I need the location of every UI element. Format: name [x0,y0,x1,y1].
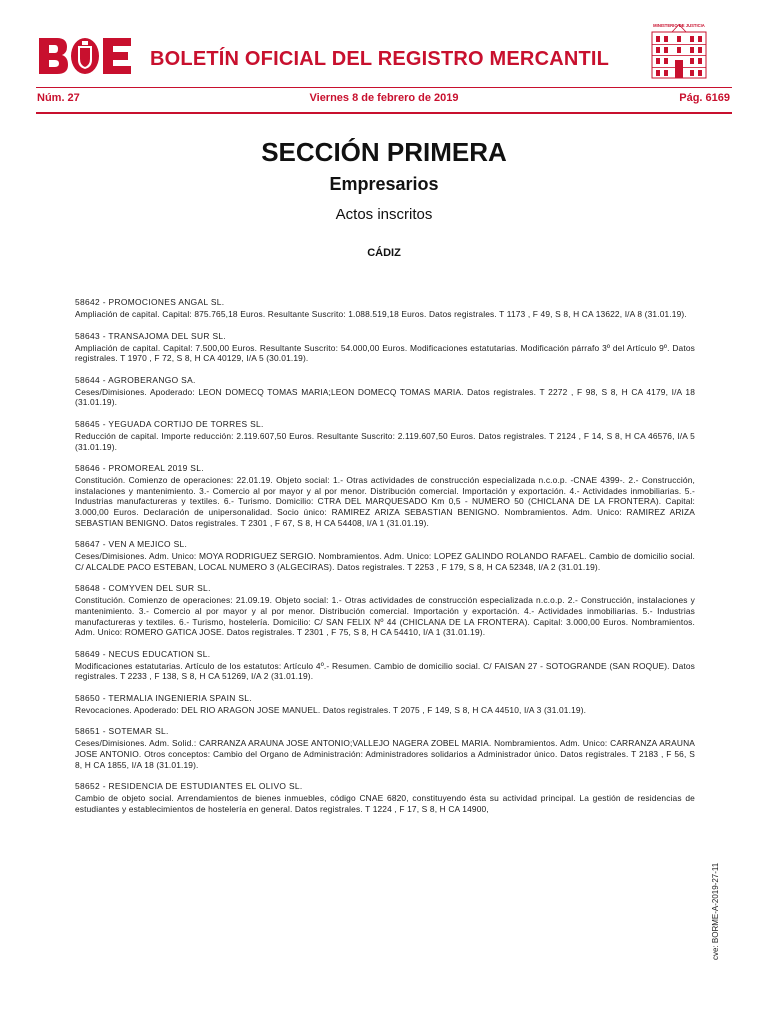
ministry-emblem-icon [648,20,710,80]
entries-list [75,297,695,825]
publication-title: BOLETÍN OFICIAL DEL REGISTRO MERCANTIL [150,48,610,70]
entry-body: Ceses/Dimisiones. Adm. Unico: MOYA RODRIGUEZ SERGIO. Nombramientos. Adm. Unico: LOPEZ GALINDO ROLANDO RAFAEL. Cambio de domicilio social. C/ ALCALDE PACO ESTEBAN, LOCAL NUMERO 3 (ALGECIRAS). Datos registrales. T 2253 , F 179, S 8, H CA 52348, I/A 2 (31.01.19). [75,551,695,572]
entry-heading: 58645 - YEGUADA CORTIJO DE TORRES SL. [75,418,264,429]
entry-heading: 58647 - VEN A MEJICO SL. [75,539,188,550]
list-item [75,297,695,320]
list-item [75,375,695,408]
issue-date: Viernes 8 de febrero de 2019 [309,92,459,104]
list-item [75,583,695,637]
entry-heading: 58650 - TERMALIA INGENIERIA SPAIN SL. [75,692,252,703]
entry-heading: 58642 - PROMOCIONES ANGAL SL. [75,297,225,307]
entry-heading: 58643 - TRANSAJOMA DEL SUR SL. [75,330,227,341]
entry-heading: 58644 - AGROBERANGO SA. [75,374,196,385]
boe-logo [37,36,133,76]
list-item [75,726,695,770]
list-item [75,331,695,364]
entry-body: Reducción de capital. Importe reducción: 2.119.607,50 Euros. Resultante Suscrito: 2.119.607,50 Euros. Datos registrales. T 2124 , F 14, S 8, H CA 46576, I/A 5 (31.01.19). [75,430,695,452]
entry-body: Ampliación de capital. Capital: 7.500,00 Euros. Resultante Suscrito: 54.000,00 Euros. Modificaciones estatutarias. Modificación párrafo 3º del Artículo 9º. Datos registrales. T 1970 , F 72, S 8, H CA 40129, I/A 5 (30.01.19). [75,342,695,364]
issue-number: Núm. 27 [37,92,80,104]
list-item [75,649,695,682]
entry-heading: 58646 - PROMOREAL 2019 SL. [75,463,204,474]
list-item [75,539,695,572]
list-item [75,463,695,528]
entry-heading: 58649 - NECUS EDUCATION SL. [75,648,211,659]
header-rule-top [36,87,732,88]
entry-body: Constitución. Comienzo de operaciones: 21.09.19. Objeto social: 1.- Otras actividades de construcción especializada n.c.o.p. 2.- Construcción, instalaciones y mantenimiento. 3.- Comercio al por mayor y al por menor. Distribución comercial. Importación y exportación. 4.- Actividades inmobiliarias. 5.- Industrias manufactureras y textiles. 6.- Turismo, hostelería. Domicilio: C/ SAN FELIX Nº 44 (CHICLANA DE LA FRONTERA). Capital: 3.000,00 Euros. Nombramientos. Adm. Unico: ROMERO GATICA JOSE. Datos registrales. T 2301 , F 75, S 8, H CA 54410, I/A 1 (31.01.19). [75,595,695,638]
page-number: Pág. 6169 [679,92,730,104]
section-title: SECCIÓN PRIMERA [261,137,507,167]
list-item [75,419,695,452]
cve-identifier: cve: BORME-A-2019-27-11 [711,862,720,960]
province-heading: CÁDIZ [367,247,401,259]
entry-heading: 58648 - COMYVEN DEL SUR SL. [75,583,211,594]
entry-body: Constitución. Comienzo de operaciones: 22.01.19. Objeto social: 1.- Otras actividades de construcción especializada n.c.o.p. -CNAE 4399-. 2.- Construcción, instalaciones y mantenimiento. 3.- Comercio al por mayor y al por menor. Distribución comercial. Importación y exportación. 4.- Actividades inmobiliarias. 5.- Industrias manufactureras y textiles. 6.- Turismo. Domicilio: CTRA DEL MARQUESADO Km 0,5 - NUMERO 50 (CHICLANA DE LA FRONTERA). Capital: 3.000,00 Euros. Declaración de unipersonalidad. Socio único: RAMIREZ ARIZA SEBASTIAN BENIGNO. Nombramientos. Adm. Unico: RAMIREZ ARIZA SEBASTIAN BENIGNO. Datos registrales. T 2301 , F 67, S 8, H CA 54408, I/A 1 (31.01.19). [75,475,695,528]
entry-body: Cambio de objeto social. Arrendamientos de bienes inmuebles, código CNAE 6820, constituyendo ésta su actividad principal. La gestión de residencias de estudiantes y establecimientos de hostelería en general. Datos registrales. T 1224 , F 17, S 8, H CA 14900, [75,793,695,814]
entry-body: Ceses/Dimisiones. Adm. Solid.: CARRANZA ARAUNA JOSE ANTONIO;VALLEJO NAGERA ZOBEL MARIA. Nombramientos. Adm. Unico: CARRANZA ARAUNA JOSE ANTONIO. Otros conceptos: Cambio del Organo de Administración: Administradores solidarios a Administrador único. Datos registrales. T 2183 , F 56, S 8, H CA 1855, I/A 18 (31.01.19). [75,738,695,770]
entry-body: Revocaciones. Apoderado: DEL RIO ARAGON JOSE MANUEL. Datos registrales. T 2075 , F 149, S 8, H CA 44510, I/A 3 (31.01.19). [75,704,587,715]
entry-body: Ceses/Dimisiones. Apoderado: LEON DOMECQ TOMAS MARIA;LEON DOMECQ TOMAS MARIA. Datos registrales. T 2272 , F 98, S 8, H CA 4179, I/A 18 (31.01.19). [75,386,695,408]
subsection-title: Actos inscritos [335,206,433,223]
entry-heading: 58651 - SOTEMAR SL. [75,726,169,737]
section-subtitle: Empresarios [329,174,439,194]
entry-body: Ampliación de capital. Capital: 875.765,18 Euros. Resultante Suscrito: 1.088.519,18 Euros. Datos registrales. T 1173 , F 49, S 8, H CA 13622, I/A 8 (31.01.19). [75,309,687,319]
list-item [75,693,695,716]
entry-heading: 58652 - RESIDENCIA DE ESTUDIANTES EL OLIVO SL. [75,781,303,792]
entry-body: Modificaciones estatutarias. Artículo de los estatutos: Artículo 4º.- Resumen. Cambio de domicilio social. C/ FAISAN 27 - SOTOGRANDE (SAN ROQUE). Datos registrales. T 2233 , F 138, S 8, H CA 51269, I/A 2 (31.01.19). [75,660,695,682]
svg-text:MINISTERIO DE JUSTICIA: MINISTERIO DE JUSTICIA [653,23,705,28]
header-rule-bottom [36,112,732,114]
list-item [75,781,695,814]
